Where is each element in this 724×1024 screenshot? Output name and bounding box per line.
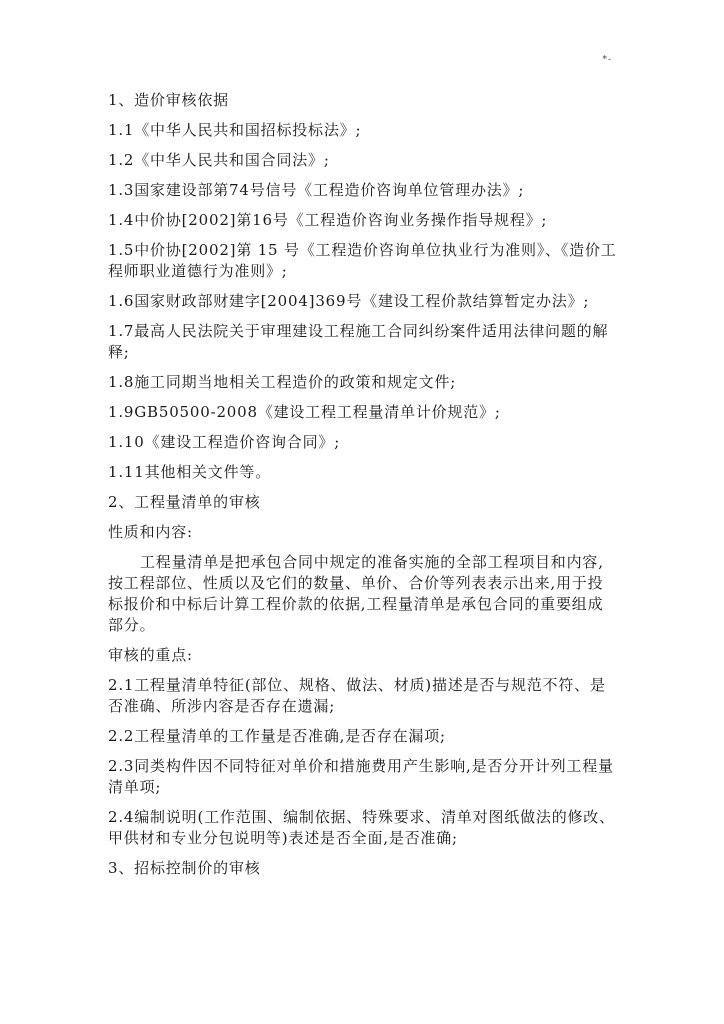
- basis-item-1-5: 1.5中价协[2002]第 15 号《工程造价咨询单位执业行为准则》、《造价工程师职业道德行为准则》;: [108, 241, 617, 280]
- basis-item-1-9: 1.9GB50500-2008《建设工程工程量清单计价规范》;: [108, 403, 501, 421]
- basis-item-1-10: 1.10《建设工程造价咨询合同》;: [108, 433, 341, 451]
- review-item-2-1: 2.1工程量清单特征(部位、规格、做法、材质)描述是否与规范不符、是否准确、所涉内容是否存在遗漏;: [108, 676, 606, 715]
- basis-item-1-1: 1.1《中华人民共和国招标投标法》;: [108, 121, 362, 139]
- basis-item-1-4: 1.4中价协[2002]第16号《工程造价咨询业务操作指导规程》;: [108, 211, 548, 229]
- subheading-review-points: 审核的重点:: [108, 646, 193, 664]
- basis-item-1-3: 1.3国家建设部第74号信号《工程造价咨询单位管理办法》;: [108, 181, 525, 199]
- basis-item-1-8: 1.8施工同期当地相关工程造价的政策和规定文件;: [108, 373, 457, 391]
- section-heading-1: 1、造价审核依据: [108, 91, 229, 109]
- review-item-2-2: 2.2工程量清单的工作量是否准确,是否存在漏项;: [108, 727, 446, 745]
- section-heading-3: 3、招标控制价的审核: [108, 859, 261, 877]
- section-heading-2: 2、工程量清单的审核: [108, 493, 261, 511]
- header-mark: *-: [602, 55, 612, 65]
- document-body: [108, 90, 618, 888]
- basis-item-1-7: 1.7最高人民法院关于审理建设工程施工合同纠纷案件适用法律问题的解释;: [108, 322, 609, 361]
- basis-item-1-2: 1.2《中华人民共和国合同法》;: [108, 151, 330, 169]
- basis-item-1-11: 1.11其他相关文件等。: [108, 463, 271, 481]
- review-item-2-4: 2.4编制说明(工作范围、编制依据、特殊要求、清单对图纸做法的修改、甲供材和专业分包说明等)表述是否全面,是否准确;: [108, 808, 615, 847]
- review-item-2-3: 2.3同类构件因不同特征对单价和措施费用产生影响,是否分开计列工程量清单项;: [108, 757, 614, 796]
- subheading-nature: 性质和内容:: [108, 523, 193, 541]
- nature-paragraph: 工程量清单是把承包合同中规定的准备实施的全部工程项目和内容,按工程部位、性质以及它们的数量、单价、合价等列表表示出来,用于投标报价和中标后计算工程价款的依据,工程量清单是承包合同的重要组成部分。: [108, 553, 604, 634]
- basis-item-1-6: 1.6国家财政部财建字[2004]369号《建设工程价款结算暂定办法》;: [108, 292, 590, 310]
